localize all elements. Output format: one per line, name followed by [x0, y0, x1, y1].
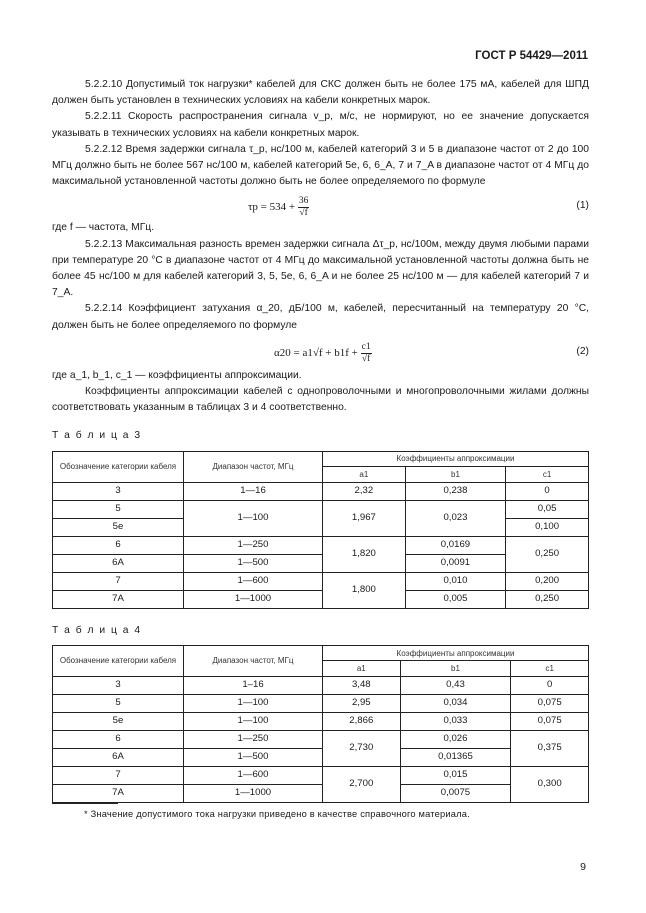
cell: 0,005 — [405, 590, 505, 608]
cell: 5е — [53, 518, 184, 536]
document-code: ГОСТ Р 54429—2011 — [475, 50, 588, 62]
cell: 1—500 — [184, 554, 323, 572]
table-3-header-coefficients: Коэффициенты аппроксимации — [323, 451, 589, 467]
cell: 0,238 — [405, 482, 505, 500]
footnote: * Значение допустимого тока нагрузки приведено в качестве справочного материала. — [84, 809, 470, 819]
cell: 5 — [53, 500, 184, 518]
cell: 0,015 — [400, 766, 511, 784]
cell: 0,034 — [400, 694, 511, 712]
formula-2-fraction — [361, 342, 372, 365]
table-row — [53, 572, 589, 590]
table-row — [53, 676, 589, 694]
clause-5-2-2-10: 5.2.2.10 Допустимый ток нагрузки* кабелей для СКС должен быть не более 175 мА, кабелей для ШПД должен быть установлен в технических условиях на кабели конкретных марок. — [52, 79, 589, 107]
cell: 6A — [53, 554, 184, 572]
cell: 0,0169 — [405, 536, 505, 554]
clause-5-2-2-11: 5.2.2.11 Скорость распространения сигнала v_p, м/с, не нормируют, но ее значение допускается указывать в технических условиях на кабели конкретных марок. — [52, 111, 589, 139]
table-3-header-c1: c1 — [506, 467, 589, 483]
cell: 0,300 — [511, 766, 589, 802]
formula-2-lhs: α20 = a1√f + b1f + — [274, 346, 358, 359]
cell: 0,0091 — [405, 554, 505, 572]
formula-2-denominator: √f — [361, 353, 371, 364]
table-4-header-frequency: Диапазон частот, МГц — [184, 645, 323, 676]
cell: 0,075 — [511, 712, 589, 730]
table-3-header-a1: a1 — [323, 467, 406, 483]
formula-1-denominator: √f — [299, 208, 308, 219]
cell: 1—100 — [184, 500, 323, 536]
cell: 0,43 — [400, 676, 511, 694]
formula-1-numerator: 36 — [298, 196, 309, 207]
table-row — [53, 536, 589, 554]
cell: 5 — [53, 694, 184, 712]
table-row — [53, 748, 589, 766]
cell: 1—600 — [184, 572, 323, 590]
table-3-header-frequency: Диапазон частот, МГц — [184, 451, 323, 482]
cell: 0,200 — [506, 572, 589, 590]
cell: 2,730 — [323, 730, 401, 766]
cell: 1,800 — [323, 572, 406, 608]
cell: 1—250 — [184, 730, 323, 748]
formula-2 — [52, 334, 589, 368]
cell: 2,32 — [323, 482, 406, 500]
cell: 1—100 — [184, 694, 323, 712]
table-row — [53, 730, 589, 748]
cell: 0,0075 — [400, 784, 511, 802]
formula-2-numerator: c1 — [361, 341, 371, 352]
cell: 1–16 — [184, 676, 323, 694]
table-4 — [52, 645, 589, 803]
cell: 3,48 — [323, 676, 401, 694]
formula-2-legend: где a_1, b_1, c_1 — коэффициенты аппроксимации. — [52, 369, 302, 381]
cell: 0,010 — [405, 572, 505, 590]
cell: 7 — [53, 572, 184, 590]
cell: 5е — [53, 712, 184, 730]
table-3-caption: Т а б л и ц а 3 — [52, 430, 142, 442]
cell: 1,820 — [323, 536, 406, 572]
cell: 6A — [53, 748, 184, 766]
cell: 0,026 — [400, 730, 511, 748]
table-4-header-b1: b1 — [400, 661, 511, 677]
table-4-header-category: Обозначение категории кабеля — [53, 645, 184, 676]
clause-5-2-2-14: 5.2.2.14 Коэффициент затухания α_20, дБ/100 м, кабелей, пересчитанный на температуру 20 °С, должен быть не более определяемого по формуле — [52, 303, 589, 331]
cell: 1—250 — [184, 536, 323, 554]
clause-5-2-2-13: 5.2.2.13 Максимальная разность времен задержки сигнала Δτ_p, нс/100м, между двумя любыми парами при температуре 20 °С в диапазоне частот от 4 МГц до максимальной установленной частоты должна быть не более 45 нс/100 м для кабелей категорий 3, 5, 5е, 6, 6_A и не более 25 нс/100 м — для кабелей категорий 7 и 7_A. — [52, 238, 589, 299]
table-row — [53, 590, 589, 608]
cell: 0,100 — [506, 518, 589, 536]
cell: 0 — [511, 676, 589, 694]
cell: 1—600 — [184, 766, 323, 784]
cell: 0,01365 — [400, 748, 511, 766]
table-4-header-c1: c1 — [511, 661, 589, 677]
table-row — [53, 694, 589, 712]
cell: 0,023 — [405, 500, 505, 536]
cell: 2,866 — [323, 712, 401, 730]
cell: 0,375 — [511, 730, 589, 766]
table-row — [53, 766, 589, 784]
formula-1-fraction — [298, 196, 310, 219]
cell: 7A — [53, 590, 184, 608]
cell: 0,250 — [506, 536, 589, 572]
cell: 1—1000 — [184, 590, 323, 608]
cell: 0,250 — [506, 590, 589, 608]
cell: 6 — [53, 536, 184, 554]
cell: 0,033 — [400, 712, 511, 730]
table-row — [53, 500, 589, 518]
clause-5-2-2-12: 5.2.2.12 Время задержки сигнала τ_p, нс/100 м, кабелей категорий 3 и 5 в диапазоне частот от 2 до 100 МГц должно быть не более 567 нс/100 м, кабелей категорий 5е, 6, 6_A, 7 и 7_A в диапазоне частот от 4 МГц до максимальной установленной частоты должно быть не более определяемого по формуле — [52, 143, 589, 188]
table-4-header-coefficients: Коэффициенты аппроксимации — [323, 645, 589, 661]
footnote-separator — [52, 803, 118, 804]
table-3-header-b1: b1 — [405, 467, 505, 483]
cell: 2,700 — [323, 766, 401, 802]
table-row — [53, 482, 589, 500]
table-3-header-category: Обозначение категории кабеля — [53, 451, 184, 482]
cell: 7 — [53, 766, 184, 784]
cell: 0 — [506, 482, 589, 500]
cell: 3 — [53, 676, 184, 694]
table-4-caption: Т а б л и ц а 4 — [52, 624, 142, 636]
cell: 0,075 — [511, 694, 589, 712]
cell: 1—100 — [184, 712, 323, 730]
cell: 1—500 — [184, 748, 323, 766]
cell: 3 — [53, 482, 184, 500]
table-4-header-a1: a1 — [323, 661, 401, 677]
formula-1-lhs: τp = 534 + — [248, 201, 296, 214]
cell: 7A — [53, 784, 184, 802]
page-number: 9 — [580, 861, 586, 873]
table-3 — [52, 451, 589, 609]
cell: 0,05 — [506, 500, 589, 518]
cell: 6 — [53, 730, 184, 748]
main-text — [52, 77, 589, 803]
formula-1 — [52, 190, 589, 220]
cell: 2,95 — [323, 694, 401, 712]
coefficients-note: Коэффициенты аппроксимации кабелей с однопроволочными и многопроволочными жилами должны соответствовать указанным в таблицах 3 и 4 соответственно. — [52, 386, 589, 414]
cell: 1—16 — [184, 482, 323, 500]
formula-1-legend: где f — частота, МГц. — [52, 222, 155, 234]
cell: 1,967 — [323, 500, 406, 536]
table-row — [53, 712, 589, 730]
formula-2-number: (2) — [576, 345, 589, 357]
table-row — [53, 784, 589, 802]
formula-1-number: (1) — [576, 200, 589, 212]
cell: 1—1000 — [184, 784, 323, 802]
